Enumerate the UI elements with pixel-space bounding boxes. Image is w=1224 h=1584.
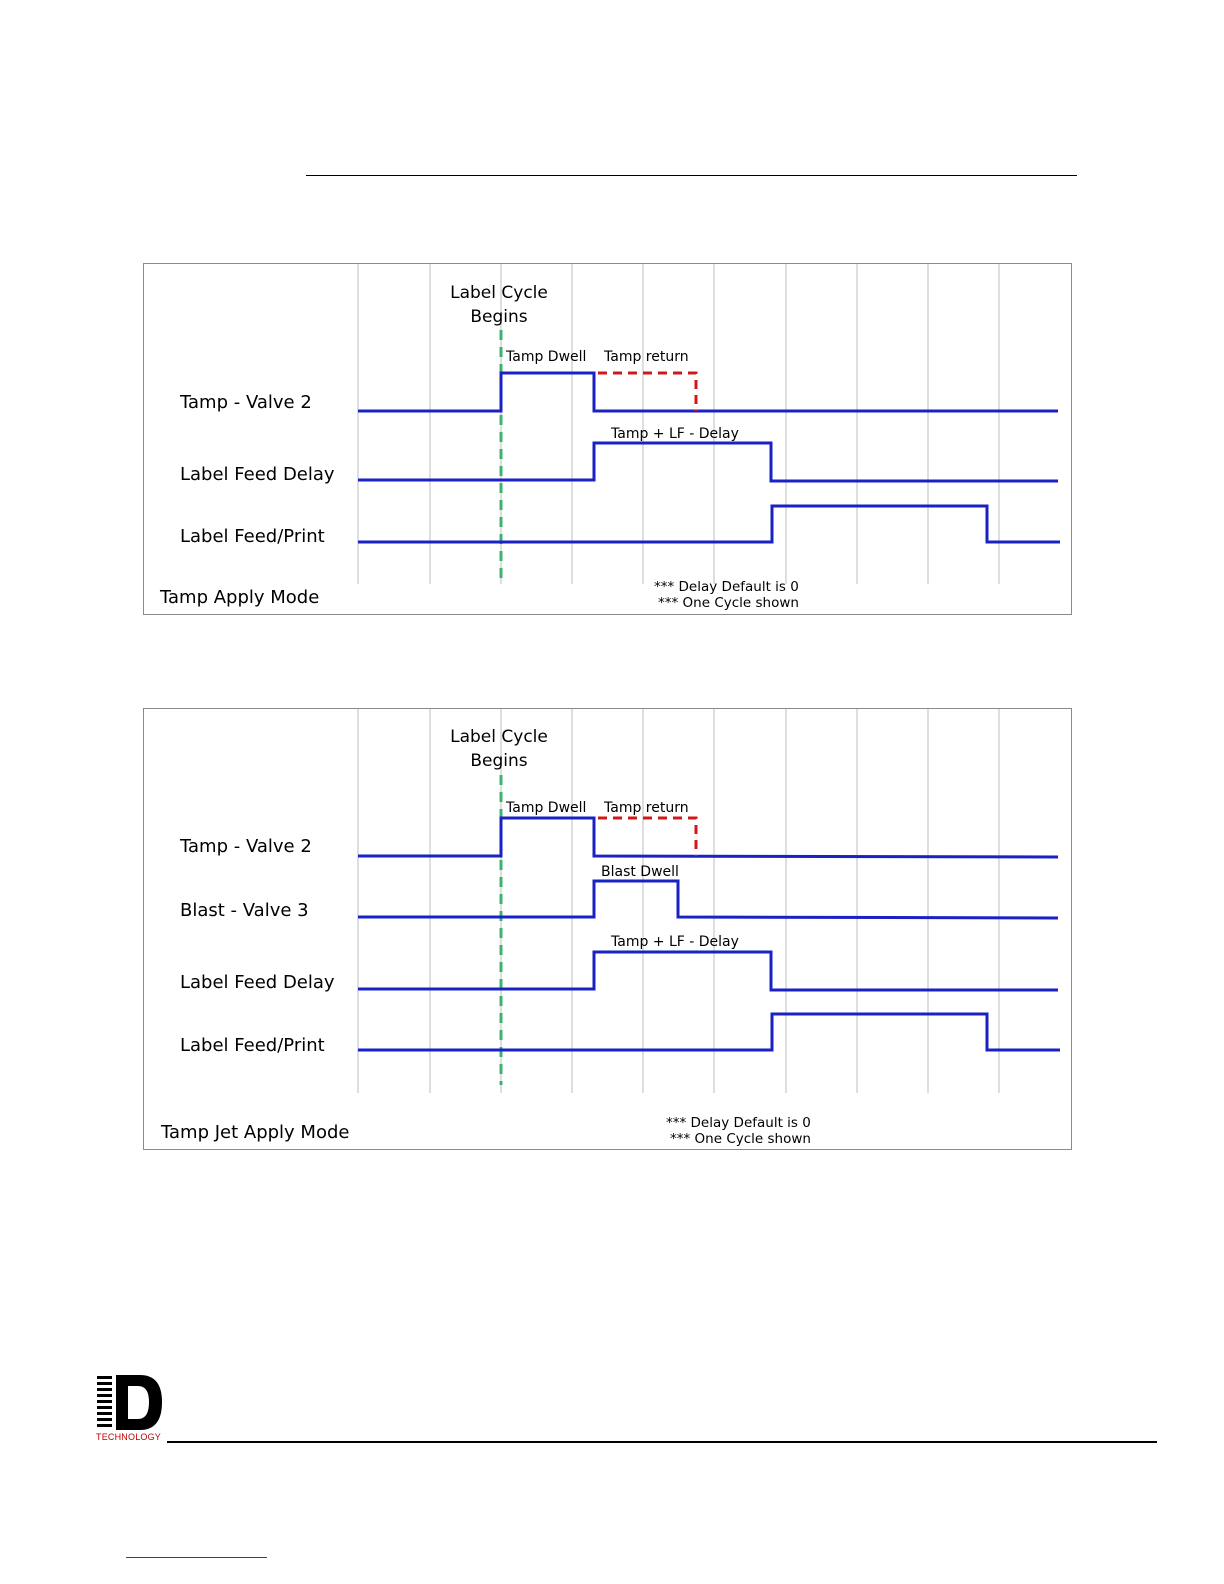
timing-chart	[144, 264, 1071, 614]
timing-chart	[144, 709, 1071, 1149]
signal-label-label-feed-print: Label Feed/Print	[180, 526, 325, 547]
footer-link-underline[interactable]	[126, 1557, 267, 1558]
cycle-begins-label-line2: Begins	[470, 307, 528, 327]
grid-lines	[358, 264, 999, 584]
signal-trace-tamp-valve-2	[358, 373, 1058, 411]
signal-trace-label-feed-delay	[358, 952, 1058, 990]
note-delay-default: *** Delay Default is 0	[666, 1115, 811, 1131]
pulse-label-blast-dwell: Blast Dwell	[601, 864, 679, 880]
pulse-label-tamp-lf-delay: Tamp + LF - Delay	[611, 934, 739, 950]
mode-label: Tamp Apply Mode	[160, 587, 320, 608]
signal-label-label-feed-delay: Label Feed Delay	[180, 972, 335, 993]
pulse-label-tamp-dwell: Tamp Dwell	[506, 349, 587, 365]
pulse-label-tamp-dwell: Tamp Dwell	[506, 800, 587, 816]
signal-trace-tamp-valve-2	[358, 818, 1058, 857]
signal-trace-label-feed-print	[358, 1014, 1060, 1050]
logo-wordmark: TECHNOLOGY	[96, 1432, 162, 1442]
tamp-return-dashed-trace	[598, 373, 696, 411]
note-one-cycle: *** One Cycle shown	[658, 595, 799, 611]
signal-trace-label-feed-delay	[358, 443, 1058, 481]
mode-label: Tamp Jet Apply Mode	[161, 1122, 350, 1143]
signal-label-tamp-valve-2: Tamp - Valve 2	[180, 836, 312, 857]
timing-diagram-tamp-apply	[143, 263, 1072, 615]
signal-trace-label-feed-print	[358, 506, 1060, 542]
signal-label-label-feed-delay: Label Feed Delay	[180, 464, 335, 485]
signal-trace-blast-valve-3	[358, 881, 1058, 918]
signal-label-tamp-valve-2: Tamp - Valve 2	[180, 392, 312, 413]
footer-rule	[167, 1441, 1157, 1443]
cycle-begins-label-line2: Begins	[470, 751, 528, 771]
timing-diagram-tamp-jet-apply	[143, 708, 1072, 1150]
cycle-begins-label-line1: Label Cycle	[450, 283, 548, 303]
header-rule	[306, 175, 1077, 176]
pulse-label-tamp-return: Tamp return	[604, 349, 689, 365]
pulse-label-tamp-lf-delay: Tamp + LF - Delay	[611, 426, 739, 442]
note-delay-default: *** Delay Default is 0	[654, 579, 799, 595]
signal-label-label-feed-print: Label Feed/Print	[180, 1035, 325, 1056]
note-one-cycle: *** One Cycle shown	[670, 1131, 811, 1147]
cycle-begins-label-line1: Label Cycle	[450, 727, 548, 747]
tamp-return-dashed-trace	[598, 818, 696, 856]
pulse-label-tamp-return: Tamp return	[604, 800, 689, 816]
signal-label-blast-valve-3: Blast - Valve 3	[180, 900, 309, 921]
id-logo-icon	[96, 1374, 164, 1432]
